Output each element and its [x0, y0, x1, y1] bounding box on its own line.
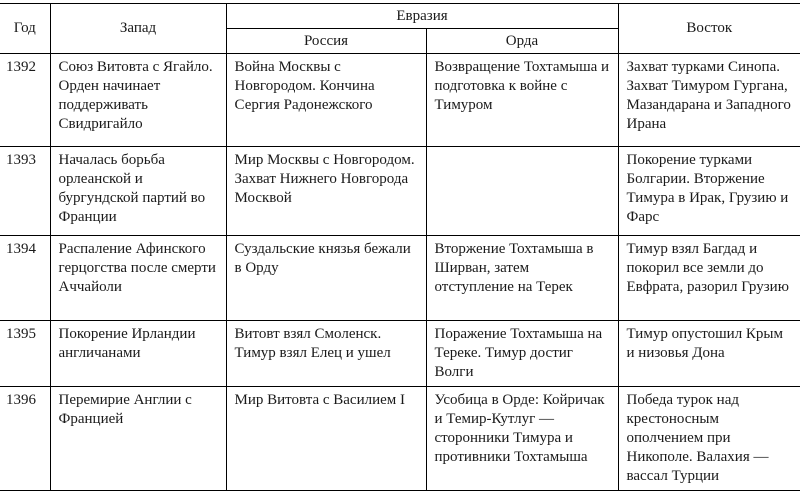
cell-east: Тимур опустошил Крым и низовья Дона — [618, 321, 800, 387]
cell-year: 1396 — [0, 387, 50, 491]
cell-year: 1395 — [0, 321, 50, 387]
cell-horde: Усобица в Орде: Койричак и Темир-Кутлуг — сторонники Тимура и противники Тохтамыша — [426, 387, 618, 491]
cell-russia: Мир Витовта с Василием I — [226, 387, 426, 491]
cell-east: Захват турками Синопа. Захват Тимуром Гургана, Мазандарана и Западного Ирана — [618, 54, 800, 147]
cell-west: Распаление Афинского герцогства после смерти Аччайоли — [50, 236, 226, 321]
cell-east: Победа турок над крестоносным ополчением при Никополе. Валахия — вассал Турции — [618, 387, 800, 491]
cell-horde — [426, 147, 618, 236]
header-eurasia: Евразия — [226, 4, 618, 29]
table-row — [0, 236, 800, 321]
header-west: Запад — [50, 4, 226, 54]
cell-russia: Мир Москвы с Новгородом. Захват Нижнего Новгорода Москвой — [226, 147, 426, 236]
cell-east: Покорение турками Болгарии. Вторжение Тимура в Ирак, Грузию и Фарс — [618, 147, 800, 236]
cell-horde: Поражение Тохтамыша на Тереке. Тимур достиг Волги — [426, 321, 618, 387]
cell-west: Союз Витовта с Ягайло. Орден начинает поддерживать Свидригайло — [50, 54, 226, 147]
cell-year: 1393 — [0, 147, 50, 236]
header-row — [0, 4, 800, 29]
cell-russia: Суздальские князья бежали в Орду — [226, 236, 426, 321]
cell-horde: Вторжение Тохтамыша в Ширван, затем отступление на Терек — [426, 236, 618, 321]
header-east: Восток — [618, 4, 800, 54]
table-row — [0, 387, 800, 491]
table-row — [0, 54, 800, 147]
cell-west: Покорение Ирландии англичанами — [50, 321, 226, 387]
chronology-table — [0, 3, 800, 491]
cell-year: 1394 — [0, 236, 50, 321]
cell-year: 1392 — [0, 54, 50, 147]
cell-russia: Война Москвы с Новгородом. Кончина Сергия Радонежского — [226, 54, 426, 147]
header-horde: Орда — [426, 29, 618, 54]
header-year: Год — [0, 4, 50, 54]
header-russia: Россия — [226, 29, 426, 54]
cell-west: Перемирие Англии с Францией — [50, 387, 226, 491]
table-row — [0, 147, 800, 236]
table-row — [0, 321, 800, 387]
cell-russia: Витовт взял Смоленск. Тимур взял Елец и ушел — [226, 321, 426, 387]
cell-west: Началась борьба орлеанской и бургундской партий во Франции — [50, 147, 226, 236]
cell-horde: Возвращение Тохтамыша и подготовка к войне с Тимуром — [426, 54, 618, 147]
cell-east: Тимур взял Багдад и покорил все земли до Евфрата, разорил Грузию — [618, 236, 800, 321]
